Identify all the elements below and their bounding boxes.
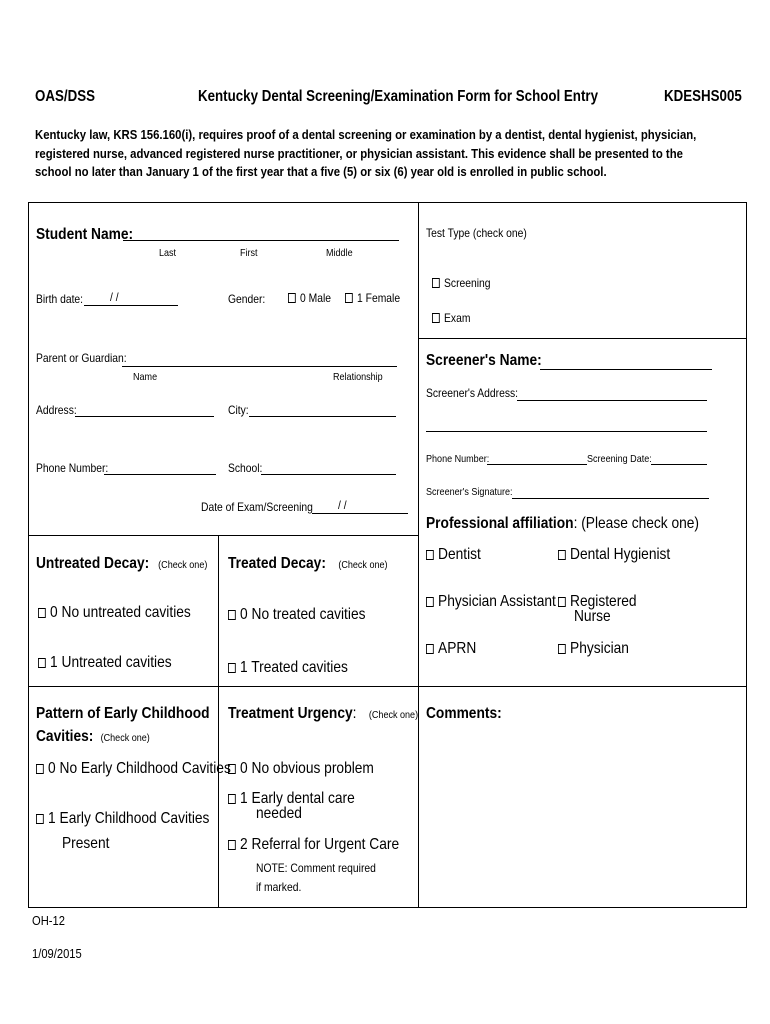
- form-title: Kentucky Dental Screening/Examination Form for School Entry: [198, 88, 598, 105]
- urgency-opt0-label: 0 No obvious problem: [240, 760, 374, 777]
- urgency-opt2[interactable]: [228, 836, 399, 854]
- aprn-label: APRN: [438, 640, 477, 657]
- untreated-opt0[interactable]: [38, 604, 191, 622]
- parent-name-caption: Name: [133, 371, 158, 383]
- exam-checkbox[interactable]: [432, 313, 440, 323]
- dentist-checkbox[interactable]: [426, 550, 434, 560]
- birth-date-field[interactable]: [84, 305, 178, 306]
- screener-phone-label: Phone Number:: [426, 453, 490, 465]
- exam-date-separators: / /: [338, 498, 347, 512]
- aprn-checkbox[interactable]: [426, 644, 434, 654]
- urgency-note-line2: if marked.: [256, 880, 302, 894]
- untreated-opt0-label: 0 No untreated cavities: [50, 604, 191, 621]
- untreated-label: Untreated Decay:: [36, 555, 150, 572]
- parent-label: Parent or Guardian:: [36, 351, 127, 365]
- physician-assistant-label: Physician Assistant: [438, 593, 556, 610]
- city-label: City:: [228, 403, 249, 417]
- pattern-opt1[interactable]: [36, 810, 209, 828]
- test-type-label: Test Type (check one): [426, 226, 527, 240]
- screener-signature-label: Screener's Signature:: [426, 486, 513, 498]
- screener-address-field[interactable]: [517, 400, 707, 401]
- gender-female-option[interactable]: [345, 291, 400, 305]
- treated-opt0[interactable]: [228, 606, 365, 624]
- untreated-heading: [36, 555, 207, 573]
- affiliation-pa-option[interactable]: [426, 593, 556, 611]
- affiliation-physician-option[interactable]: [558, 640, 629, 658]
- affiliation-aprn-option[interactable]: [426, 640, 476, 658]
- treated-opt1[interactable]: [228, 659, 348, 677]
- untreated-opt1[interactable]: [38, 654, 172, 672]
- hygienist-checkbox[interactable]: [558, 550, 566, 560]
- form-code: KDESHS005: [664, 88, 742, 105]
- pattern-opt0[interactable]: [36, 760, 231, 778]
- hygienist-label: Dental Hygienist: [570, 546, 671, 563]
- address-field[interactable]: [75, 416, 214, 417]
- treated-opt1-label: 1 Treated cavities: [240, 659, 348, 676]
- screener-address-field-2[interactable]: [426, 431, 707, 432]
- exam-date-label: Date of Exam/Screening: [201, 500, 313, 514]
- comments-label: Comments:: [426, 705, 502, 722]
- male-checkbox[interactable]: [288, 293, 296, 303]
- middle-name-caption: Middle: [326, 247, 353, 259]
- student-name-field[interactable]: [123, 240, 399, 241]
- screener-signature-field[interactable]: [512, 498, 709, 499]
- female-checkbox[interactable]: [345, 293, 353, 303]
- nurse-label: Nurse: [574, 608, 611, 625]
- exam-label: Exam: [444, 311, 471, 325]
- physician-assistant-checkbox[interactable]: [426, 597, 434, 607]
- pattern-opt0-checkbox[interactable]: [36, 764, 44, 774]
- urgency-check-note: (Check one): [368, 709, 419, 721]
- screening-label: Screening: [444, 276, 491, 290]
- urgency-opt0[interactable]: [228, 760, 374, 778]
- untreated-check-note: (Check one): [158, 559, 208, 571]
- test-exam-option[interactable]: [432, 311, 470, 325]
- physician-checkbox[interactable]: [558, 644, 566, 654]
- screener-name-label: Screener's Name:: [426, 352, 542, 369]
- screening-checkbox[interactable]: [432, 278, 440, 288]
- pattern-label-line1: Pattern of Early Childhood: [36, 705, 210, 722]
- affiliation-label: Professional affiliation: [426, 515, 574, 532]
- school-label: School:: [228, 461, 263, 475]
- urgency-note-line1: NOTE: Comment required: [256, 861, 376, 875]
- pattern-heading-line2: [36, 728, 150, 746]
- phone-label: Phone Number:: [36, 461, 109, 475]
- affiliation-hygienist-option[interactable]: [558, 546, 670, 564]
- treated-label: Treated Decay:: [228, 555, 326, 572]
- urgency-opt2-label: 2 Referral for Urgent Care: [240, 836, 400, 853]
- male-label: 0 Male: [300, 291, 332, 305]
- last-name-caption: Last: [159, 247, 177, 259]
- pattern-opt1-checkbox[interactable]: [36, 814, 44, 824]
- untreated-opt1-label: 1 Untreated cavities: [50, 654, 172, 671]
- urgency-label: Treatment Urgency: [228, 705, 353, 722]
- screening-date-label: Screening Date:: [587, 453, 652, 465]
- affiliation-note: : (Please check one): [573, 515, 700, 532]
- screener-name-field[interactable]: [540, 369, 712, 370]
- urgency-colon: :: [352, 705, 357, 722]
- treated-heading: [228, 555, 388, 573]
- urgency-opt1-checkbox[interactable]: [228, 794, 236, 804]
- screener-phone-field[interactable]: [487, 464, 587, 465]
- physician-label: Physician: [570, 640, 629, 657]
- screening-date-field[interactable]: [651, 464, 707, 465]
- test-screening-option[interactable]: [432, 276, 491, 290]
- parent-field[interactable]: [122, 366, 397, 367]
- urgency-opt1-cont: needed: [256, 805, 302, 822]
- pattern-opt0-label: 0 No Early Childhood Cavities: [48, 760, 231, 777]
- registered-label: Registered: [570, 593, 637, 610]
- untreated-opt1-checkbox[interactable]: [38, 658, 46, 668]
- pattern-label-line2: Cavities:: [36, 728, 94, 745]
- birth-date-label: Birth date:: [36, 292, 84, 306]
- pattern-check-note: (Check one): [100, 732, 150, 744]
- registered-nurse-checkbox[interactable]: [558, 597, 566, 607]
- treated-check-note: (Check one): [338, 559, 388, 571]
- urgency-opt2-checkbox[interactable]: [228, 840, 236, 850]
- urgency-opt0-checkbox[interactable]: [228, 764, 236, 774]
- gender-male-option[interactable]: [288, 291, 331, 305]
- footer-code: OH-12: [32, 913, 65, 928]
- dentist-label: Dentist: [438, 546, 481, 563]
- female-label: 1 Female: [357, 291, 401, 305]
- footer-date: 1/09/2015: [32, 946, 82, 961]
- comments-area[interactable]: [420, 730, 740, 900]
- city-field[interactable]: [249, 416, 396, 417]
- address-label: Address:: [36, 403, 77, 417]
- treated-opt0-checkbox[interactable]: [228, 610, 236, 620]
- phone-field[interactable]: [104, 474, 216, 475]
- pattern-opt1-label: 1 Early Childhood Cavities: [48, 810, 210, 827]
- first-name-caption: First: [240, 247, 258, 259]
- treated-opt0-label: 0 No treated cavities: [240, 606, 366, 623]
- exam-date-field[interactable]: [312, 513, 408, 514]
- header-left: OAS/DSS: [35, 88, 95, 105]
- school-field[interactable]: [261, 474, 396, 475]
- relationship-caption: Relationship: [333, 371, 383, 383]
- gender-label: Gender:: [228, 292, 266, 306]
- affiliation-heading: [426, 515, 699, 533]
- intro-text: Kentucky law, KRS 156.160(i), requires proof of a dental screening or examination by a dentist, dental hygienist, physician, registered nurse, advanced registered nurse practitioner, or physician assistant. This evidence shall be presented to the school no later than January 1 of the first year that a five (5) or six (6) year old is enrolled in public school.: [35, 127, 697, 179]
- urgency-heading: [228, 705, 418, 723]
- treated-opt1-checkbox[interactable]: [228, 663, 236, 673]
- pattern-opt1-cont: Present: [62, 835, 110, 852]
- untreated-opt0-checkbox[interactable]: [38, 608, 46, 618]
- screener-address-label: Screener's Address:: [426, 386, 519, 400]
- urgency-opt1-label: 1 Early dental care: [240, 790, 355, 807]
- student-name-label: Student Name:: [36, 226, 134, 243]
- affiliation-dentist-option[interactable]: [426, 546, 481, 564]
- birth-date-separators: / /: [110, 290, 119, 304]
